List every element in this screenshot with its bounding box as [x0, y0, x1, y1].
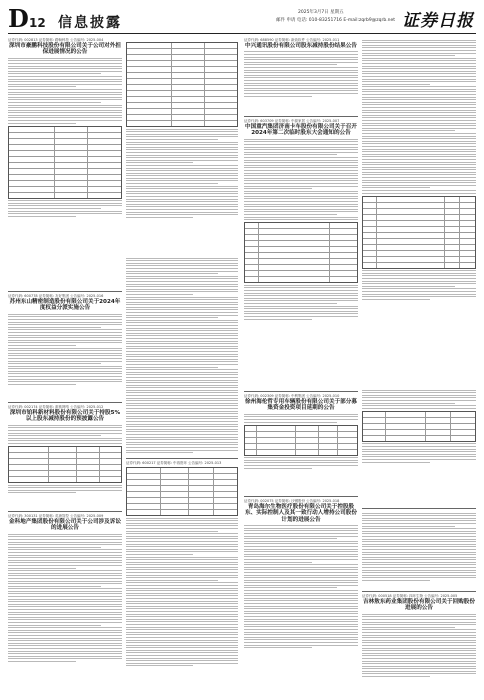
article-headline: 中国重汽集团济南卡车股份有限公司关于召开2024年第二次临时股东大会通知的公告: [245, 124, 357, 137]
data-table: [362, 411, 476, 442]
column-1: [8, 38, 122, 694]
page-number: 12: [29, 16, 46, 30]
article-meta: 证券代码: 002309 证券简称: 中利集团 公告编号: 2025-010: [244, 394, 340, 398]
masthead: [8, 6, 476, 32]
article-4: [8, 514, 122, 694]
article-meta: 证券代码: 002813 证券简称: 路畅科技 公告编号: 2025-004: [8, 38, 104, 42]
article-7: [244, 394, 358, 494]
date-line: 2025年3月7日 星期五: [298, 10, 344, 15]
article-headline: 徐州海伦哲专用车辆股份有限公司关于部分募集资金投资项目延期的公告: [245, 399, 357, 412]
divider: [244, 116, 358, 117]
article-meta: 证券代码: 688590 证券简称: 新致软件 公告编号: 2025-011: [244, 38, 340, 42]
article-body: [8, 58, 122, 124]
article-headline: 青岛海尔生物医疗股份有限公司关于控股股东、实际控制人及其一致行动人增持公司股份计划的进展公告: [245, 504, 357, 523]
article-8: [244, 499, 358, 694]
continued-text: [126, 256, 238, 456]
article-body: [244, 525, 358, 648]
article-headline: 中兴通讯股份有限公司股东减持股份结果公告: [245, 43, 357, 49]
article-6: [244, 119, 358, 389]
article-meta: 证券代码: 600217 证券简称: 中再资环 公告编号: 2025-013: [126, 461, 222, 465]
data-table: [126, 467, 238, 516]
article-1-continued: [126, 38, 238, 253]
article-meta: 证券代码: 000518 证券简称: 四环生物 公告编号: 2025-005: [362, 594, 458, 598]
data-table: [8, 446, 122, 483]
article-headline: 深圳市铂科新材料股份有限公司关于持股5%以上股东减持股份的预披露公告: [9, 410, 121, 423]
article-meta: 证券代码: 603709 证券简称: 中源家居 公告编号: 2025-007: [244, 119, 340, 123]
data-table: [8, 126, 122, 199]
divider: [362, 591, 476, 592]
article-8-continued: [362, 511, 476, 589]
article-10: [126, 461, 238, 694]
article-1: [8, 38, 122, 288]
article-body: [8, 425, 122, 444]
article-7-continued: [362, 388, 476, 506]
article-meta: 证券代码: 600778 证券简称: 友好集团 公告编号: 2025-016: [8, 294, 104, 298]
article-2: [8, 294, 122, 400]
divider: [244, 391, 358, 392]
article-body: [244, 51, 358, 96]
data-table: [126, 42, 238, 127]
data-table: [244, 425, 358, 456]
contact-line: 邮件 申请 电话: 010-83251716 E-mail:zqrb9@zqrb.net: [276, 18, 396, 23]
divider: [126, 458, 238, 459]
article-3: [8, 405, 122, 509]
page-letter: D: [8, 4, 29, 33]
divider: [244, 496, 358, 497]
article-9: [362, 594, 476, 694]
masthead-rule: [8, 33, 476, 34]
article-headline: 深圳市豪鹏科技股份有限公司关于公司对外担保进展情况的公告: [9, 43, 121, 56]
divider: [362, 508, 476, 509]
article-headline: 金科地产集团股份有限公司关于公司涉及诉讼的进展公告: [9, 519, 121, 532]
article-meta: 证券代码: 002075 证券简称: 沙钢股份 公告编号: 2025-018: [244, 499, 340, 503]
divider: [8, 511, 122, 512]
newspaper-logo: 证券日报: [402, 11, 474, 31]
column-2: [126, 38, 238, 694]
article-body: [8, 314, 122, 385]
article-meta: 证券代码: 300131 证券简称: 英唐智控 公告编号: 2025-009: [8, 514, 104, 518]
article-headline: 吉林敖东药业集团股份有限公司关于回购股份进展的公告: [363, 599, 475, 612]
divider: [8, 291, 122, 292]
article-headline: 苏州东山精密制造股份有限公司关于2024年度权益分派实施公告: [9, 299, 121, 312]
article-body: [244, 414, 358, 423]
article-6-continued: [362, 38, 476, 383]
column-4: [362, 38, 476, 694]
column-3: [244, 38, 358, 694]
article-body: [8, 534, 122, 662]
divider: [8, 402, 122, 403]
data-table: [244, 222, 358, 283]
article-5: [244, 38, 358, 113]
section-title: 信息披露: [58, 15, 122, 31]
article-body: [244, 139, 358, 220]
article-meta: 证券代码: 002174 证券简称: 游族网络 公告编号: 2025-012: [8, 405, 104, 409]
data-table: [362, 196, 476, 269]
article-body: [362, 614, 476, 677]
